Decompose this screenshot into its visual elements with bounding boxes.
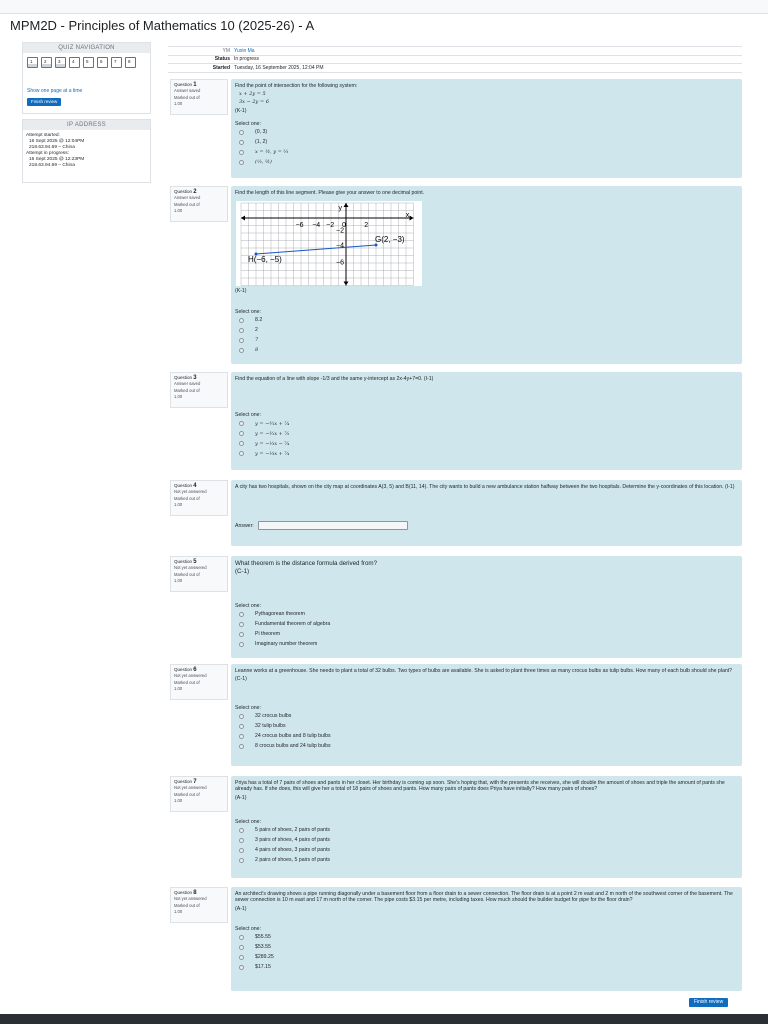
question-label: Question xyxy=(174,483,193,488)
radio-button[interactable] xyxy=(239,130,244,135)
quiz-nav-button-5[interactable] xyxy=(83,57,94,68)
status-label: Status xyxy=(214,56,230,63)
answer-option-b[interactable] xyxy=(235,943,738,953)
answer-option-d[interactable] xyxy=(235,856,738,866)
answer-option-d[interactable] xyxy=(235,963,738,973)
answer-option-c[interactable] xyxy=(235,846,738,856)
answer-options xyxy=(235,933,738,973)
answer-option-label: $55.55 xyxy=(255,934,271,941)
answer-options xyxy=(235,826,738,866)
question-mark: 1.00 xyxy=(174,393,183,399)
answer-option-label: 8 crocus bulbs and 24 tulip bulbs xyxy=(255,743,331,750)
question-content-2 xyxy=(231,186,742,364)
quiz-nav-button-label: 7 xyxy=(114,59,117,64)
quiz-nav-button-4[interactable] xyxy=(69,57,80,68)
question-info-3 xyxy=(170,372,228,408)
quiz-navigation-grid xyxy=(23,53,151,68)
x-tick-label: −2 xyxy=(326,222,335,230)
answer-option-label: 8 xyxy=(255,347,259,354)
radio-button[interactable] xyxy=(239,632,244,637)
radio-button[interactable] xyxy=(239,965,244,970)
question-info-6 xyxy=(170,664,228,700)
radio-button[interactable] xyxy=(239,642,244,647)
question-mark: 1.00 xyxy=(174,100,183,106)
quiz-navigation-block xyxy=(22,42,151,114)
quiz-navigation-heading: QUIZ NAVIGATION xyxy=(23,43,150,53)
question-info-1 xyxy=(170,79,228,115)
question-state: Not yet answered xyxy=(174,785,207,791)
status-value: In progress xyxy=(234,56,260,63)
question-state: Answer saved xyxy=(174,381,201,387)
answer-option-a[interactable] xyxy=(235,826,738,836)
radio-button[interactable] xyxy=(239,338,244,343)
answer-option-label: y = −³⁄₁x + ⁷⁄₄ xyxy=(255,420,290,427)
marked-out-of-label: Marked out of xyxy=(174,496,200,502)
answer-option-a[interactable] xyxy=(235,609,738,619)
answer-option-label: (0, 3) xyxy=(255,129,268,136)
radio-button[interactable] xyxy=(239,328,244,333)
show-one-page-link[interactable]: Show one page at a time xyxy=(27,88,83,94)
question-label: Question xyxy=(174,667,193,672)
question-state: Not yet answered xyxy=(174,565,207,571)
radio-button[interactable] xyxy=(239,744,244,749)
answer-option-label: 2 xyxy=(255,327,258,334)
select-one-label: Select one: xyxy=(235,308,261,315)
quiz-nav-button-7[interactable] xyxy=(111,57,122,68)
answer-options xyxy=(235,711,738,751)
attempt-started-label: Attempt started: xyxy=(26,133,60,138)
question-info-8 xyxy=(170,887,228,923)
answer-option-a[interactable] xyxy=(235,933,738,943)
radio-button[interactable] xyxy=(239,160,244,165)
question-mark: 1.00 xyxy=(174,577,183,583)
attempt-progress-label: Attempt in progress: xyxy=(26,151,69,156)
answer-option-label: Fundamental theorem of algebra xyxy=(255,621,331,628)
user-initials: YM xyxy=(222,47,230,54)
answer-option-label: 3 pairs of shoes, 4 pairs of pants xyxy=(255,837,330,844)
radio-button[interactable] xyxy=(239,140,244,145)
question-text: What theorem is the distance formula derived from? xyxy=(235,560,378,567)
radio-button[interactable] xyxy=(239,828,244,833)
answer-option-label: 4 pairs of shoes, 3 pairs of pants xyxy=(255,847,330,854)
answer-option-c[interactable] xyxy=(235,335,738,345)
question-mark: 1.00 xyxy=(174,207,183,213)
axis-arrow xyxy=(344,203,349,207)
summary-row-user xyxy=(168,47,742,56)
answer-option-d[interactable] xyxy=(235,157,738,167)
quiz-nav-button-label: 2 xyxy=(44,59,47,64)
quiz-nav-button-label: 1 xyxy=(30,59,33,64)
quiz-nav-button-label: 4 xyxy=(72,59,75,64)
question-tag: (C-1) xyxy=(235,567,250,575)
line-segment-graph xyxy=(236,201,422,286)
radio-button[interactable] xyxy=(239,945,244,950)
answer-option-label: $17.15 xyxy=(255,964,271,971)
marked-out-of-label: Marked out of xyxy=(174,572,200,578)
answer-option-c[interactable] xyxy=(235,147,738,157)
radio-button[interactable] xyxy=(239,318,244,323)
attempt-progress-ip: 218.63.94.69 – China xyxy=(29,163,75,168)
question-number-value: 6 xyxy=(193,667,197,673)
radio-button[interactable] xyxy=(239,724,244,729)
question-number-value: 8 xyxy=(193,890,197,896)
equation-system xyxy=(235,90,738,106)
question-label: Question xyxy=(174,779,193,784)
answer-option-a[interactable] xyxy=(235,711,738,721)
radio-button[interactable] xyxy=(239,150,244,155)
axis-arrow xyxy=(241,216,245,221)
question-mark: 1.00 xyxy=(174,797,183,803)
quiz-nav-button-label: 6 xyxy=(100,59,103,64)
footer-bar xyxy=(0,1014,768,1024)
answer-option-a[interactable] xyxy=(235,127,738,137)
question-text: Find the equation of a line with slope -1/3 and the same y-intercept as 2x-4y+7=0. (I-1) xyxy=(235,376,434,382)
answer-options xyxy=(235,609,738,649)
marked-out-of-label: Marked out of xyxy=(174,680,200,686)
y-tick-label: −6 xyxy=(336,259,344,267)
point-g-label: G(2, −3) xyxy=(375,235,405,245)
page-title: MPM2D - Principles of Mathematics 10 (2025-26) - A xyxy=(10,18,315,33)
attempt-started-ip: 218.63.94.69 – China xyxy=(29,145,75,150)
answer-option-d[interactable] xyxy=(235,741,738,751)
question-info-5 xyxy=(170,556,228,592)
answer-options xyxy=(235,127,738,167)
question-state: Not yet answered xyxy=(174,489,207,495)
question-label: Question xyxy=(174,189,193,194)
summary-row-status xyxy=(168,56,742,65)
question-mark: 1.00 xyxy=(174,501,183,507)
answer-option-label: 5 pairs of shoes, 2 pairs of pants xyxy=(255,827,330,834)
answer-option-a[interactable] xyxy=(235,315,738,325)
question-number-value: 4 xyxy=(193,483,197,489)
ip-address-block xyxy=(22,119,151,183)
select-one-label: Select one: xyxy=(235,412,261,419)
question-content-1 xyxy=(231,79,742,178)
radio-button[interactable] xyxy=(239,838,244,843)
question-tag: (A-1) xyxy=(235,794,247,801)
question-label: Question xyxy=(174,82,193,87)
quiz-nav-button-8[interactable] xyxy=(125,57,136,68)
x-tick-label: 0 xyxy=(342,222,346,230)
question-state: Not yet answered xyxy=(174,896,207,902)
question-label: Question xyxy=(174,559,193,564)
radio-button[interactable] xyxy=(239,955,244,960)
radio-button[interactable] xyxy=(239,612,244,617)
question-number-value: 5 xyxy=(193,559,197,565)
x-axis-label: x xyxy=(405,212,410,220)
question-text: Leanne works at a greenhouse. She needs to plant a total of 32 bulbs. Two types of bulbs are available. She is asked to plant three times as many crocus bulbs as tulip bulbs. How many of each bulb should she plant? xyxy=(235,668,733,674)
summary-row-started xyxy=(168,64,742,73)
question-number-value: 7 xyxy=(193,779,197,785)
quiz-nav-button-3[interactable] xyxy=(55,57,66,68)
answer-option-d[interactable] xyxy=(235,345,738,355)
question-text: An architect's drawing shows a pipe running diagonally under a basement floor from a floor drain to a sewer connection. The floor drain is at a point 2 m east and 2 m north of the southwest corner of the basement. The sewer connection is 10 m east and 17 m north of the corner. The pipe costs $3.15 per metre, including taxes. How much should the builder budget for pipe for the floor drain? xyxy=(235,891,733,904)
user-name-link[interactable]: Yuxin Ma xyxy=(234,47,255,54)
quiz-nav-button-label: 5 xyxy=(86,59,89,64)
answer-option-b[interactable] xyxy=(235,429,738,439)
answer-option-label: 32 tulip bulbs xyxy=(255,723,286,730)
attempt-started-time: 16 Sept 2025 @ 12:04PM xyxy=(29,139,85,144)
answer-option-b[interactable] xyxy=(235,836,738,846)
select-one-label: Select one: xyxy=(235,704,261,711)
point-h-label: H(−6, −5) xyxy=(248,255,282,265)
question-tag: (A-1) xyxy=(235,905,247,912)
answer-option-c[interactable] xyxy=(235,439,738,449)
answer-option-b[interactable] xyxy=(235,325,738,335)
quiz-nav-button-2[interactable] xyxy=(41,57,52,68)
attempt-summary-table xyxy=(168,46,742,73)
question-number-value: 3 xyxy=(193,375,197,381)
answer-option-label: y = −³⁄₁x + ⁷⁄₂ xyxy=(255,430,290,437)
equation-line: x + 2y = 5 xyxy=(239,91,266,98)
question-state: Answer saved xyxy=(174,88,201,94)
marked-out-of-label: Marked out of xyxy=(174,95,200,101)
answer-option-d[interactable] xyxy=(235,639,738,649)
started-value: Tuesday, 16 September 2025, 12:04 PM xyxy=(234,64,324,71)
question-content-7 xyxy=(231,776,742,878)
x-tick-label: −4 xyxy=(312,222,321,230)
question-content-3 xyxy=(231,372,742,470)
answer-option-b[interactable] xyxy=(235,721,738,731)
quiz-nav-button-6[interactable] xyxy=(97,57,108,68)
answer-option-c[interactable] xyxy=(235,731,738,741)
finish-review-button[interactable]: Finish review xyxy=(689,998,728,1007)
select-one-label: Select one: xyxy=(235,120,261,127)
question-tag: (C-1) xyxy=(235,676,247,683)
answer-option-label: $289.25 xyxy=(255,954,274,961)
radio-button[interactable] xyxy=(239,451,244,456)
answer-option-label: 8.2 xyxy=(255,317,263,324)
y-tick-label: −4 xyxy=(336,242,344,250)
radio-button[interactable] xyxy=(239,431,244,436)
answer-option-d[interactable] xyxy=(235,449,738,459)
marked-out-of-label: Marked out of xyxy=(174,202,200,208)
x-tick-label: 2 xyxy=(364,222,369,230)
started-label: Started xyxy=(212,64,230,71)
x-tick-label: −6 xyxy=(295,222,304,230)
question-content-8 xyxy=(231,887,742,991)
radio-button[interactable] xyxy=(239,848,244,853)
radio-button[interactable] xyxy=(239,714,244,719)
answer-option-c[interactable] xyxy=(235,629,738,639)
axis-arrow xyxy=(344,282,349,286)
answer-option-label: y = −¹⁄₃x − ⁷⁄₄ xyxy=(255,440,290,447)
finish-review-button-sidebar[interactable]: Finish review xyxy=(27,98,61,106)
equation-line: 3x − 2y = 6 xyxy=(239,99,269,106)
question-state: Answer saved xyxy=(174,195,201,201)
answer-option-label: 2 pairs of shoes, 5 pairs of pants xyxy=(255,857,330,864)
y-axis-label: y xyxy=(338,205,342,213)
answer-option-label: 32 crocus bulbs xyxy=(255,713,292,720)
marked-out-of-label: Marked out of xyxy=(174,388,200,394)
graph-svg xyxy=(236,201,422,286)
radio-button[interactable] xyxy=(239,622,244,627)
axis-arrow xyxy=(410,216,414,221)
radio-button[interactable] xyxy=(239,935,244,940)
answer-option-a[interactable] xyxy=(235,419,738,429)
question-content-6 xyxy=(231,664,742,766)
quiz-nav-button-label: 3 xyxy=(58,59,61,64)
answer-option-label: (1, 2) xyxy=(255,139,268,146)
radio-button[interactable] xyxy=(239,858,244,863)
answer-input[interactable] xyxy=(258,521,408,530)
question-number-value: 2 xyxy=(193,189,197,195)
select-one-label: Select one: xyxy=(235,603,261,609)
answer-option-label: 24 crocus bulbs and 8 tulip bulbs xyxy=(255,733,331,740)
quiz-nav-button-label: 8 xyxy=(128,59,131,64)
radio-button[interactable] xyxy=(239,348,244,353)
y-tick-label: −2 xyxy=(336,227,344,235)
ip-address-heading: IP ADDRESS xyxy=(23,120,150,130)
answer-options xyxy=(235,315,738,355)
question-number-value: 1 xyxy=(193,82,197,88)
question-info-7 xyxy=(170,776,228,812)
question-tag: (K-1) xyxy=(235,108,247,115)
answer-label: Answer: xyxy=(235,522,254,529)
answer-option-label: 7 xyxy=(255,337,259,344)
top-navbar xyxy=(0,0,768,14)
radio-button[interactable] xyxy=(239,421,244,426)
select-one-label: Select one: xyxy=(235,819,261,826)
answer-options xyxy=(235,419,738,459)
question-text: Find the point of intersection for the following system: xyxy=(235,83,358,89)
answer-option-label: Pythagorean theorem xyxy=(255,611,305,618)
question-mark: 1.00 xyxy=(174,908,183,914)
question-text: A city has two hospitals, shown on the city map at coordinates A(3, 5) and B(11, 14). The city wants to build a new ambulance station halfway between the two hospitals. Determine the y-coordinates of this location. (I-1) xyxy=(235,484,735,490)
answer-row xyxy=(235,521,738,530)
answer-option-label: y = −¹⁄₃x + ⁷⁄₄ xyxy=(255,450,290,457)
attempt-progress-time: 16 Sept 2025 @ 12:23PM xyxy=(29,157,85,162)
answer-option-label: x = ½, y = ⅔ xyxy=(255,149,289,156)
answer-option-c[interactable] xyxy=(235,953,738,963)
question-label: Question xyxy=(174,375,193,380)
radio-button[interactable] xyxy=(239,441,244,446)
answer-option-b[interactable] xyxy=(235,137,738,147)
question-info-4 xyxy=(170,480,228,516)
quiz-nav-button-1[interactable] xyxy=(27,57,38,68)
answer-option-label: $53.55 xyxy=(255,944,271,951)
marked-out-of-label: Marked out of xyxy=(174,903,200,909)
question-content-4 xyxy=(231,480,742,546)
question-info-2 xyxy=(170,186,228,222)
question-text: Priya has a total of 7 pairs of shoes and pants in her closet. Her birthday is coming up soon. She's hoping that, with the presents she receives, she will double the amount of shoes and triple the amount of pants she already has. If she does, this will give her a total of 18 pairs of shoes and pants. How many pairs of pants does Priya have initially? How many pairs of shoes? xyxy=(235,780,725,793)
question-state: Not yet answered xyxy=(174,673,207,679)
question-mark: 1.00 xyxy=(174,685,183,691)
select-one-label: Select one: xyxy=(235,926,261,933)
question-content-5 xyxy=(231,556,742,658)
answer-option-label: Imaginary number theorem xyxy=(255,641,318,648)
answer-option-label: Pi theorem xyxy=(255,631,281,638)
question-tag: (K-1) xyxy=(235,288,247,295)
question-text: Find the length of this line segment. Please give your answer to one decimal point. xyxy=(235,190,425,196)
radio-button[interactable] xyxy=(239,734,244,739)
answer-option-label: (¹⁄₂, ½) xyxy=(255,159,272,166)
question-label: Question xyxy=(174,890,193,895)
answer-option-b[interactable] xyxy=(235,619,738,629)
marked-out-of-label: Marked out of xyxy=(174,792,200,798)
